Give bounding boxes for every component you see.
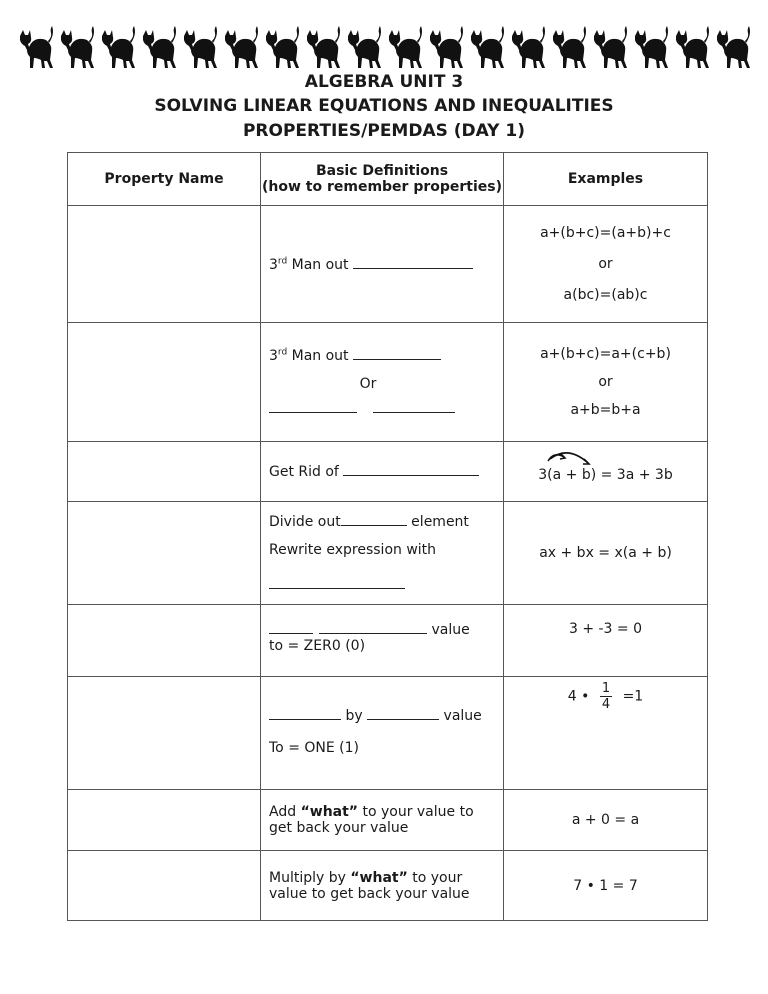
property-name-cell[interactable] bbox=[68, 790, 261, 851]
table-row bbox=[68, 790, 708, 851]
property-name-cell[interactable] bbox=[68, 206, 261, 323]
example-cell: a + 0 = a bbox=[504, 790, 708, 851]
black-cat-icon bbox=[139, 24, 179, 72]
blank-line[interactable] bbox=[269, 707, 341, 720]
unit-subtitle: SOLVING LINEAR EQUATIONS AND INEQUALITIES bbox=[154, 96, 614, 116]
blank-line[interactable] bbox=[341, 513, 407, 526]
blank-line[interactable] bbox=[373, 400, 455, 413]
black-cat-icon bbox=[16, 24, 56, 72]
black-cat-icon bbox=[98, 24, 138, 72]
table-row bbox=[68, 206, 708, 323]
property-name-cell[interactable] bbox=[68, 851, 261, 921]
definition-cell[interactable]: value to = ZER0 (0) bbox=[261, 605, 504, 677]
blank-line[interactable] bbox=[269, 400, 357, 413]
black-cat-icon bbox=[508, 24, 548, 72]
header-basic-definitions bbox=[261, 153, 504, 206]
header-examples: Examples bbox=[504, 153, 708, 206]
example-cell: 7 • 1 = 7 bbox=[504, 851, 708, 921]
table-row bbox=[68, 605, 708, 677]
black-cat-icon bbox=[385, 24, 425, 72]
header-basic-def-line1: Basic Definitions bbox=[315, 163, 449, 179]
table-header-row bbox=[68, 153, 708, 206]
blank-line[interactable] bbox=[269, 621, 313, 634]
definition-cell: Add “what” to your value to get back your value bbox=[261, 790, 504, 851]
black-cat-icon bbox=[590, 24, 630, 72]
property-name-cell[interactable] bbox=[68, 502, 261, 605]
blank-line[interactable] bbox=[353, 256, 473, 269]
example-cell: a+(b+c)=(a+b)+c or a(bc)=(ab)c bbox=[504, 206, 708, 323]
example-cell: 4 • $\frac{1}{4}$ =1 bbox=[504, 677, 708, 790]
black-cat-icon bbox=[221, 24, 261, 72]
definition-cell[interactable]: by value To = ONE (1) bbox=[261, 677, 504, 790]
table-row bbox=[68, 677, 708, 790]
properties-table bbox=[67, 152, 708, 921]
blank-line[interactable] bbox=[319, 621, 427, 634]
example-cell: a+(b+c)=a+(c+b) or a+b=b+a bbox=[504, 323, 708, 442]
definition-cell[interactable]: Get Rid of bbox=[261, 442, 504, 502]
property-name-cell[interactable] bbox=[68, 442, 261, 502]
header-property-name: Property Name bbox=[68, 153, 261, 206]
definition-cell[interactable]: 3rd Man out Or bbox=[261, 323, 504, 442]
black-cat-icon bbox=[549, 24, 589, 72]
blank-line[interactable] bbox=[269, 576, 405, 589]
example-cell: 3 + -3 = 0 bbox=[504, 605, 708, 677]
header-basic-def-line2: (how to remember properties) bbox=[261, 179, 503, 195]
table-row bbox=[68, 442, 708, 502]
black-cat-icon bbox=[344, 24, 384, 72]
definition-cell[interactable]: 3rd Man out bbox=[261, 206, 504, 323]
black-cat-icon bbox=[672, 24, 712, 72]
table-row bbox=[68, 851, 708, 921]
example-cell: 3(a + b) = 3a + 3b bbox=[504, 442, 708, 502]
table-row bbox=[68, 502, 708, 605]
example-cell: ax + bx = x(a + b) bbox=[504, 502, 708, 605]
definition-cell: Multiply by “what” to your value to get back your value bbox=[261, 851, 504, 921]
cat-border bbox=[0, 24, 768, 72]
unit-title: ALGEBRA UNIT 3 bbox=[304, 72, 464, 92]
property-name-cell[interactable] bbox=[68, 605, 261, 677]
black-cat-icon bbox=[57, 24, 97, 72]
blank-line[interactable] bbox=[353, 347, 441, 360]
black-cat-icon bbox=[180, 24, 220, 72]
blank-line[interactable] bbox=[343, 463, 479, 476]
property-name-cell[interactable] bbox=[68, 677, 261, 790]
black-cat-icon bbox=[713, 24, 753, 72]
definition-cell[interactable]: Divide out element Rewrite expression with bbox=[261, 502, 504, 605]
distribution-arrows-icon bbox=[544, 449, 614, 471]
black-cat-icon bbox=[467, 24, 507, 72]
table-row bbox=[68, 323, 708, 442]
black-cat-icon bbox=[631, 24, 671, 72]
blank-line[interactable] bbox=[367, 707, 439, 720]
black-cat-icon bbox=[426, 24, 466, 72]
black-cat-icon bbox=[303, 24, 343, 72]
lesson-title: PROPERTIES/PEMDAS (DAY 1) bbox=[242, 121, 526, 141]
property-name-cell[interactable] bbox=[68, 323, 261, 442]
black-cat-icon bbox=[262, 24, 302, 72]
fraction: $\frac{1}{4}$ bbox=[601, 681, 611, 712]
